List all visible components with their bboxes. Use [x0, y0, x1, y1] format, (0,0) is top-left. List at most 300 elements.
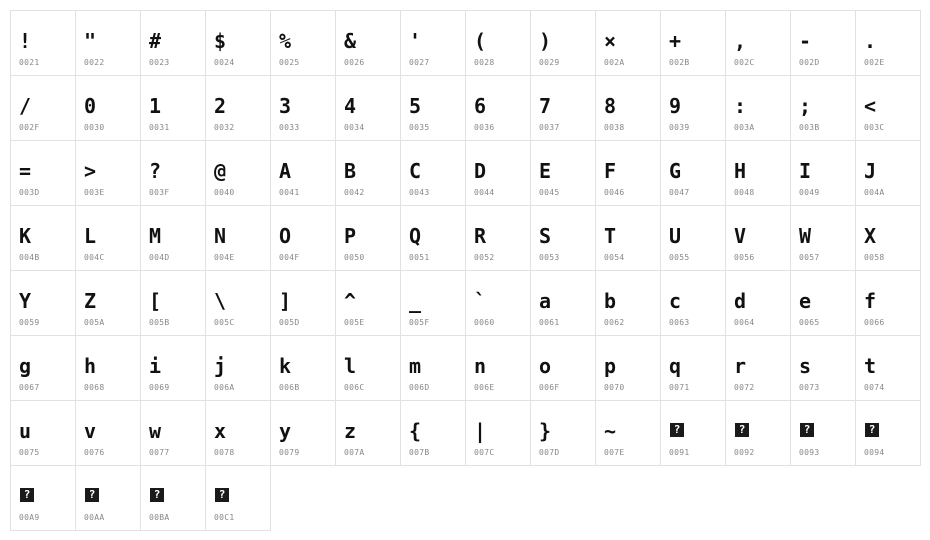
glyph-preview: o — [539, 354, 552, 378]
glyph-code: 0070 — [604, 383, 625, 392]
glyph-code: 00AA — [84, 513, 105, 522]
glyph-cell[interactable] — [660, 335, 726, 401]
glyph-code: 0050 — [344, 253, 365, 262]
glyph-code: 0038 — [604, 123, 625, 132]
glyph-code: 004A — [864, 188, 885, 197]
glyph-cell[interactable] — [595, 10, 661, 76]
glyph-code: 0039 — [669, 123, 690, 132]
glyph-preview: J — [864, 159, 877, 183]
glyph-code: 0026 — [344, 58, 365, 67]
glyph-preview: q — [669, 354, 682, 378]
glyph-code: 0071 — [669, 383, 690, 392]
glyph-cell[interactable] — [725, 270, 791, 336]
glyph-preview: j — [214, 354, 227, 378]
glyph-code: 00A9 — [19, 513, 40, 522]
glyph-cell[interactable] — [530, 10, 596, 76]
glyph-preview: < — [864, 94, 877, 118]
glyph-code: 0076 — [84, 448, 105, 457]
glyph-cell[interactable] — [270, 335, 336, 401]
glyph-preview: y — [279, 419, 292, 443]
glyph-cell[interactable] — [270, 400, 336, 466]
glyph-code: 004D — [149, 253, 170, 262]
glyph-code: 0023 — [149, 58, 170, 67]
glyph-cell[interactable] — [595, 75, 661, 141]
glyph-preview: ? — [149, 159, 162, 183]
glyph-code: 0031 — [149, 123, 170, 132]
glyph-preview: : — [734, 94, 747, 118]
glyph-code: 0072 — [734, 383, 755, 392]
glyph-cell[interactable] — [465, 10, 531, 76]
glyph-cell[interactable] — [140, 335, 206, 401]
glyph-preview: } — [539, 419, 552, 443]
glyph-preview: W — [799, 224, 812, 248]
glyph-code: 0055 — [669, 253, 690, 262]
glyph-code: 007D — [539, 448, 560, 457]
glyph-preview: . — [864, 29, 877, 53]
glyph-cell[interactable] — [855, 10, 921, 76]
glyph-cell[interactable] — [270, 205, 336, 271]
glyph-preview: N — [214, 224, 227, 248]
glyph-preview: 9 — [669, 94, 682, 118]
glyph-preview: P — [344, 224, 357, 248]
glyph-code: 0079 — [279, 448, 300, 457]
glyph-cell[interactable] — [790, 10, 856, 76]
glyph-code: 0044 — [474, 188, 495, 197]
glyph-code: 004F — [279, 253, 300, 262]
glyph-cell[interactable] — [140, 400, 206, 466]
glyph-cell[interactable] — [465, 75, 531, 141]
glyph-preview: u — [19, 419, 32, 443]
glyph-cell[interactable] — [205, 270, 271, 336]
glyph-cell[interactable] — [725, 75, 791, 141]
glyph-code: 005C — [214, 318, 235, 327]
glyph-code: 0093 — [799, 448, 820, 457]
glyph-code: 002A — [604, 58, 625, 67]
glyph-cell[interactable] — [595, 400, 661, 466]
glyph-preview: | — [474, 419, 487, 443]
glyph-code: 0075 — [19, 448, 40, 457]
glyph-code: 0049 — [799, 188, 820, 197]
glyph-preview: = — [19, 159, 32, 183]
glyph-cell[interactable] — [660, 205, 726, 271]
glyph-preview: n — [474, 354, 487, 378]
glyph-cell[interactable] — [335, 400, 401, 466]
glyph-preview: + — [669, 29, 682, 53]
glyph-preview: D — [474, 159, 487, 183]
glyph-code: 005A — [84, 318, 105, 327]
glyph-preview: L — [84, 224, 97, 248]
glyph-code: 006F — [539, 383, 560, 392]
glyph-preview: { — [409, 419, 422, 443]
glyph-code: 002C — [734, 58, 755, 67]
glyph-cell[interactable] — [140, 10, 206, 76]
glyph-cell[interactable] — [270, 10, 336, 76]
glyph-code: 005B — [149, 318, 170, 327]
glyph-code: 0037 — [539, 123, 560, 132]
glyph-cell[interactable] — [75, 10, 141, 76]
glyph-code: 0069 — [149, 383, 170, 392]
glyph-code: 003D — [19, 188, 40, 197]
glyph-cell[interactable] — [725, 205, 791, 271]
glyph-code: 0042 — [344, 188, 365, 197]
glyph-preview: & — [344, 29, 357, 53]
glyph-grid — [10, 10, 920, 530]
glyph-cell[interactable] — [75, 75, 141, 141]
glyph-cell[interactable] — [335, 270, 401, 336]
glyph-code: 003A — [734, 123, 755, 132]
glyph-cell[interactable] — [335, 140, 401, 206]
glyph-code: 0025 — [279, 58, 300, 67]
glyph-cell[interactable] — [140, 75, 206, 141]
glyph-code: 0051 — [409, 253, 430, 262]
glyph-code: 0024 — [214, 58, 235, 67]
glyph-cell[interactable] — [660, 270, 726, 336]
glyph-preview: O — [279, 224, 292, 248]
glyph-code: 006D — [409, 383, 430, 392]
glyph-preview: e — [799, 289, 812, 313]
glyph-cell[interactable] — [270, 75, 336, 141]
glyph-code: 0029 — [539, 58, 560, 67]
glyph-preview: ; — [799, 94, 812, 118]
glyph-cell[interactable] — [140, 465, 206, 531]
glyph-preview: r — [734, 354, 747, 378]
glyph-preview: , — [734, 29, 747, 53]
glyph-cell[interactable] — [10, 10, 76, 76]
glyph-preview: l — [344, 354, 357, 378]
glyph-code: 0073 — [799, 383, 820, 392]
glyph-cell[interactable] — [660, 400, 726, 466]
glyph-code: 006E — [474, 383, 495, 392]
glyph-cell[interactable] — [10, 140, 76, 206]
glyph-cell[interactable] — [595, 270, 661, 336]
glyph-cell[interactable] — [75, 270, 141, 336]
glyph-preview: V — [734, 224, 747, 248]
missing-glyph-icon: ? — [800, 423, 814, 437]
glyph-preview: C — [409, 159, 422, 183]
glyph-preview: ! — [19, 29, 32, 53]
glyph-cell[interactable] — [725, 140, 791, 206]
glyph-cell[interactable] — [595, 335, 661, 401]
glyph-preview: # — [149, 29, 162, 53]
missing-glyph-icon: ? — [865, 423, 879, 437]
glyph-preview: A — [279, 159, 292, 183]
glyph-cell[interactable] — [400, 270, 466, 336]
glyph-code: 0028 — [474, 58, 495, 67]
glyph-cell[interactable] — [725, 400, 791, 466]
glyph-code: 0064 — [734, 318, 755, 327]
glyph-preview: 5 — [409, 94, 422, 118]
glyph-code: 003E — [84, 188, 105, 197]
glyph-preview: 8 — [604, 94, 617, 118]
glyph-cell[interactable] — [725, 335, 791, 401]
glyph-code: 0062 — [604, 318, 625, 327]
glyph-cell[interactable] — [465, 270, 531, 336]
glyph-code: 0022 — [84, 58, 105, 67]
glyph-preview: ` — [474, 289, 487, 313]
glyph-code: 004E — [214, 253, 235, 262]
glyph-code: 0041 — [279, 188, 300, 197]
glyph-cell[interactable] — [335, 335, 401, 401]
glyph-preview: $ — [214, 29, 227, 53]
missing-glyph-icon: ? — [215, 488, 229, 502]
glyph-cell[interactable] — [75, 400, 141, 466]
glyph-preview: [ — [149, 289, 162, 313]
glyph-preview: % — [279, 29, 292, 53]
glyph-cell[interactable] — [855, 400, 921, 466]
glyph-cell[interactable] — [790, 205, 856, 271]
glyph-preview: S — [539, 224, 552, 248]
glyph-code: 0056 — [734, 253, 755, 262]
glyph-preview: × — [604, 29, 617, 53]
glyph-cell[interactable] — [595, 205, 661, 271]
glyph-preview: m — [409, 354, 422, 378]
glyph-preview: w — [149, 419, 162, 443]
glyph-code: 0053 — [539, 253, 560, 262]
glyph-cell[interactable] — [335, 75, 401, 141]
glyph-cell[interactable] — [790, 400, 856, 466]
glyph-preview: G — [669, 159, 682, 183]
glyph-preview: > — [84, 159, 97, 183]
glyph-cell[interactable] — [205, 335, 271, 401]
glyph-preview: t — [864, 354, 877, 378]
missing-glyph-icon: ? — [670, 423, 684, 437]
glyph-cell[interactable] — [595, 140, 661, 206]
glyph-cell[interactable] — [10, 270, 76, 336]
glyph-code: 0046 — [604, 188, 625, 197]
glyph-code: 0030 — [84, 123, 105, 132]
glyph-preview: I — [799, 159, 812, 183]
glyph-preview: g — [19, 354, 32, 378]
glyph-preview: 2 — [214, 94, 227, 118]
glyph-code: 0068 — [84, 383, 105, 392]
glyph-preview: ~ — [604, 419, 617, 443]
glyph-cell[interactable] — [10, 205, 76, 271]
glyph-code: 0067 — [19, 383, 40, 392]
glyph-preview: - — [799, 29, 812, 53]
glyph-cell[interactable] — [75, 205, 141, 271]
glyph-cell[interactable] — [855, 205, 921, 271]
glyph-code: 0077 — [149, 448, 170, 457]
glyph-code: 0045 — [539, 188, 560, 197]
glyph-code: 0065 — [799, 318, 820, 327]
glyph-cell[interactable] — [660, 75, 726, 141]
glyph-preview: X — [864, 224, 877, 248]
glyph-cell[interactable] — [855, 140, 921, 206]
glyph-cell[interactable] — [400, 335, 466, 401]
glyph-preview: ( — [474, 29, 487, 53]
glyph-code: 0091 — [669, 448, 690, 457]
glyph-code: 0063 — [669, 318, 690, 327]
glyph-code: 0058 — [864, 253, 885, 262]
glyph-code: 003C — [864, 123, 885, 132]
glyph-code: 0094 — [864, 448, 885, 457]
glyph-preview: c — [669, 289, 682, 313]
glyph-cell[interactable] — [400, 10, 466, 76]
glyph-cell[interactable] — [400, 75, 466, 141]
glyph-code: 002F — [19, 123, 40, 132]
glyph-cell[interactable] — [270, 270, 336, 336]
glyph-preview: 3 — [279, 94, 292, 118]
glyph-cell[interactable] — [335, 205, 401, 271]
glyph-preview: 1 — [149, 94, 162, 118]
glyph-cell[interactable] — [205, 400, 271, 466]
glyph-cell[interactable] — [465, 205, 531, 271]
glyph-cell[interactable] — [205, 75, 271, 141]
glyph-cell[interactable] — [75, 335, 141, 401]
glyph-code: 003B — [799, 123, 820, 132]
glyph-preview: p — [604, 354, 617, 378]
glyph-preview: E — [539, 159, 552, 183]
glyph-cell[interactable] — [140, 270, 206, 336]
glyph-preview: ) — [539, 29, 552, 53]
glyph-preview: 0 — [84, 94, 97, 118]
glyph-cell[interactable] — [140, 140, 206, 206]
glyph-cell[interactable] — [790, 335, 856, 401]
glyph-preview: B — [344, 159, 357, 183]
glyph-code: 0060 — [474, 318, 495, 327]
glyph-preview: 6 — [474, 94, 487, 118]
glyph-preview: Y — [19, 289, 32, 313]
glyph-code: 0021 — [19, 58, 40, 67]
glyph-cell[interactable] — [400, 140, 466, 206]
missing-glyph-icon: ? — [150, 488, 164, 502]
glyph-code: 00BA — [149, 513, 170, 522]
glyph-preview: / — [19, 94, 32, 118]
glyph-code: 0033 — [279, 123, 300, 132]
glyph-preview: F — [604, 159, 617, 183]
glyph-code: 0057 — [799, 253, 820, 262]
glyph-code: 0054 — [604, 253, 625, 262]
glyph-preview: H — [734, 159, 747, 183]
glyph-preview: Q — [409, 224, 422, 248]
glyph-code: 0040 — [214, 188, 235, 197]
glyph-code: 0035 — [409, 123, 430, 132]
missing-glyph-icon: ? — [735, 423, 749, 437]
glyph-cell[interactable] — [400, 400, 466, 466]
glyph-code: 0034 — [344, 123, 365, 132]
glyph-cell[interactable] — [790, 75, 856, 141]
glyph-preview: Z — [84, 289, 97, 313]
glyph-cell[interactable] — [530, 205, 596, 271]
glyph-code: 0027 — [409, 58, 430, 67]
glyph-code: 005F — [409, 318, 430, 327]
glyph-code: 004C — [84, 253, 105, 262]
glyph-preview: f — [864, 289, 877, 313]
glyph-cell[interactable] — [855, 270, 921, 336]
glyph-cell[interactable] — [205, 140, 271, 206]
glyph-code: 0047 — [669, 188, 690, 197]
glyph-preview: U — [669, 224, 682, 248]
glyph-preview: d — [734, 289, 747, 313]
glyph-code: 006C — [344, 383, 365, 392]
glyph-cell[interactable] — [465, 400, 531, 466]
glyph-cell[interactable] — [75, 140, 141, 206]
glyph-cell[interactable] — [205, 465, 271, 531]
glyph-cell[interactable] — [465, 335, 531, 401]
glyph-code: 004B — [19, 253, 40, 262]
glyph-preview: 4 — [344, 94, 357, 118]
glyph-cell[interactable] — [465, 140, 531, 206]
glyph-code: 0074 — [864, 383, 885, 392]
glyph-cell[interactable] — [660, 10, 726, 76]
glyph-preview: b — [604, 289, 617, 313]
glyph-cell[interactable] — [530, 270, 596, 336]
glyph-preview: \ — [214, 289, 227, 313]
glyph-preview: R — [474, 224, 487, 248]
glyph-code: 002B — [669, 58, 690, 67]
glyph-cell[interactable] — [140, 205, 206, 271]
glyph-cell[interactable] — [855, 335, 921, 401]
glyph-cell[interactable] — [205, 10, 271, 76]
glyph-code: 0036 — [474, 123, 495, 132]
glyph-code: 0043 — [409, 188, 430, 197]
glyph-preview: x — [214, 419, 227, 443]
glyph-preview: _ — [409, 289, 422, 313]
glyph-cell[interactable] — [10, 465, 76, 531]
glyph-code: 0061 — [539, 318, 560, 327]
glyph-cell[interactable] — [530, 75, 596, 141]
glyph-cell[interactable] — [10, 75, 76, 141]
glyph-cell[interactable] — [270, 140, 336, 206]
glyph-code: 0048 — [734, 188, 755, 197]
glyph-cell[interactable] — [790, 270, 856, 336]
glyph-preview: @ — [214, 159, 227, 183]
glyph-code: 002E — [864, 58, 885, 67]
glyph-cell[interactable] — [335, 10, 401, 76]
glyph-cell[interactable] — [530, 140, 596, 206]
glyph-code: 0059 — [19, 318, 40, 327]
glyph-code: 003F — [149, 188, 170, 197]
glyph-code: 0092 — [734, 448, 755, 457]
glyph-cell[interactable] — [400, 205, 466, 271]
glyph-preview: " — [84, 29, 97, 53]
glyph-cell[interactable] — [725, 10, 791, 76]
glyph-code: 007B — [409, 448, 430, 457]
glyph-cell[interactable] — [530, 400, 596, 466]
missing-glyph-icon: ? — [85, 488, 99, 502]
glyph-preview: k — [279, 354, 292, 378]
glyph-cell[interactable] — [530, 335, 596, 401]
missing-glyph-icon: ? — [20, 488, 34, 502]
glyph-code: 0066 — [864, 318, 885, 327]
glyph-code: 0032 — [214, 123, 235, 132]
glyph-cell[interactable] — [75, 465, 141, 531]
glyph-cell[interactable] — [205, 205, 271, 271]
glyph-preview: s — [799, 354, 812, 378]
glyph-preview: v — [84, 419, 97, 443]
glyph-code: 00C1 — [214, 513, 235, 522]
glyph-code: 006A — [214, 383, 235, 392]
glyph-preview: ^ — [344, 289, 357, 313]
glyph-code: 002D — [799, 58, 820, 67]
glyph-code: 005E — [344, 318, 365, 327]
glyph-cell[interactable] — [660, 140, 726, 206]
glyph-code: 0078 — [214, 448, 235, 457]
glyph-code: 0052 — [474, 253, 495, 262]
glyph-cell[interactable] — [10, 400, 76, 466]
glyph-cell[interactable] — [855, 75, 921, 141]
glyph-preview: 7 — [539, 94, 552, 118]
glyph-code: 007A — [344, 448, 365, 457]
glyph-preview: T — [604, 224, 617, 248]
glyph-cell[interactable] — [10, 335, 76, 401]
glyph-preview: M — [149, 224, 162, 248]
glyph-preview: i — [149, 354, 162, 378]
glyph-preview: ] — [279, 289, 292, 313]
glyph-cell[interactable] — [790, 140, 856, 206]
glyph-preview: a — [539, 289, 552, 313]
glyph-code: 007E — [604, 448, 625, 457]
